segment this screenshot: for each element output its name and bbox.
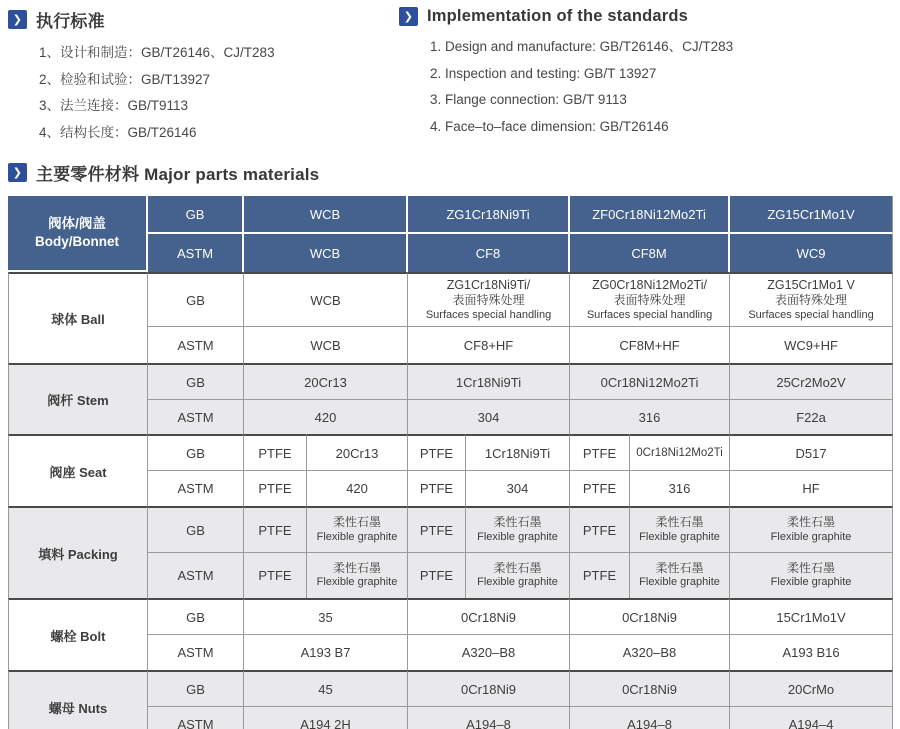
material-cell: 0Cr18Ni9 bbox=[570, 598, 730, 634]
material-cell bbox=[466, 552, 570, 598]
material-line: Surfaces special handling bbox=[586, 309, 713, 322]
material-cell: WCB bbox=[244, 326, 408, 363]
material-cell: CF8+HF bbox=[408, 326, 570, 363]
material-line: Flexible graphite bbox=[639, 576, 720, 589]
material-line: ZG1Cr18Ni9Ti/ bbox=[446, 278, 531, 293]
std-system-cell: ASTM bbox=[148, 706, 244, 729]
material-cell bbox=[730, 506, 893, 552]
material-cell: 316 bbox=[630, 470, 730, 506]
material-cell: WC9+HF bbox=[730, 326, 893, 363]
material-line: Flexible graphite bbox=[770, 530, 852, 543]
standards-cn-title-row bbox=[8, 7, 399, 32]
material-cell: 316 bbox=[570, 399, 730, 434]
material-cell: PTFE bbox=[408, 434, 466, 470]
std-system-cell: GB bbox=[148, 598, 244, 634]
std-system-cell: ASTM bbox=[148, 552, 244, 598]
material-line: 柔性石墨 bbox=[332, 515, 381, 530]
table-row bbox=[8, 196, 893, 234]
table-row bbox=[8, 506, 893, 552]
materials-table bbox=[8, 196, 893, 729]
material-cell: CF8M+HF bbox=[570, 326, 730, 363]
header-label-cn: 阀体/阀盖 bbox=[48, 216, 106, 232]
material-cell: F22a bbox=[730, 399, 893, 434]
material-cell: A194 2H bbox=[244, 706, 408, 729]
materials-title: 主要零件材料 Major parts materials bbox=[36, 165, 320, 184]
header-material-cell: ZG15Cr1Mo1V bbox=[730, 196, 893, 234]
std-system-cell: ASTM bbox=[148, 399, 244, 434]
material-cell: 20CrMo bbox=[730, 670, 893, 706]
material-cell: 304 bbox=[466, 470, 570, 506]
std-system-cell: GB bbox=[148, 196, 244, 234]
material-cell: PTFE bbox=[244, 434, 307, 470]
material-cell: A193 B16 bbox=[730, 634, 893, 670]
material-cell: PTFE bbox=[408, 552, 466, 598]
list-item: 1、设计和制造：GB/T26146、CJ/T283 bbox=[39, 45, 275, 60]
row-label-ball: 球体 Ball bbox=[8, 272, 148, 363]
row-label-nuts: 螺母 Nuts bbox=[8, 670, 148, 729]
material-cell: PTFE bbox=[244, 470, 307, 506]
material-line: 柔性石墨 bbox=[655, 515, 704, 530]
material-cell bbox=[307, 552, 408, 598]
chevron-right-icon: ❯ bbox=[8, 10, 27, 29]
header-material-cell: CF8 bbox=[408, 234, 570, 272]
material-line: Flexible graphite bbox=[477, 576, 558, 589]
material-cell: PTFE bbox=[408, 506, 466, 552]
materials-title-row bbox=[8, 160, 900, 185]
material-cell: 0Cr18Ni12Mo2Ti bbox=[630, 434, 730, 470]
list-item: 1. Design and manufacture: GB/T26146、CJ/T283 bbox=[430, 39, 734, 54]
material-cell: HF bbox=[730, 470, 893, 506]
material-cell bbox=[630, 506, 730, 552]
material-cell: PTFE bbox=[570, 434, 630, 470]
material-cell: 15Cr1Mo1V bbox=[730, 598, 893, 634]
material-cell bbox=[408, 272, 570, 326]
material-line: Flexible graphite bbox=[316, 530, 398, 543]
material-line: 表面特殊处理 bbox=[613, 293, 686, 308]
material-cell: PTFE bbox=[408, 470, 466, 506]
material-cell: 35 bbox=[244, 598, 408, 634]
header-label-en: Body/Bonnet bbox=[35, 234, 119, 249]
material-cell: A320–B8 bbox=[570, 634, 730, 670]
std-system-cell: ASTM bbox=[148, 634, 244, 670]
material-line: Flexible graphite bbox=[639, 530, 720, 543]
list-item: 3. Flange connection: GB/T 9113 bbox=[430, 92, 627, 107]
material-cell bbox=[466, 506, 570, 552]
material-cell bbox=[307, 506, 408, 552]
standards-en-title: Implementation of the standards bbox=[427, 7, 689, 25]
table-row bbox=[8, 434, 893, 470]
material-cell: PTFE bbox=[570, 552, 630, 598]
standards-section bbox=[0, 0, 900, 146]
header-material-cell: WCB bbox=[244, 196, 408, 234]
material-line: Surfaces special handling bbox=[748, 309, 874, 322]
chevron-right-icon: ❯ bbox=[399, 7, 418, 26]
material-cell: D517 bbox=[730, 434, 893, 470]
material-cell: 25Cr2Mo2V bbox=[730, 363, 893, 399]
header-material-cell: WCB bbox=[244, 234, 408, 272]
row-label-seat: 阀座 Seat bbox=[8, 434, 148, 506]
material-cell: 45 bbox=[244, 670, 408, 706]
material-cell: A194–4 bbox=[730, 706, 893, 729]
header-material-cell: ZG1Cr18Ni9Ti bbox=[408, 196, 570, 234]
std-system-cell: GB bbox=[148, 272, 244, 326]
std-system-cell: GB bbox=[148, 506, 244, 552]
standards-en-title-row bbox=[399, 7, 900, 26]
standards-cn-column bbox=[8, 7, 399, 146]
material-cell: 0Cr18Ni9 bbox=[408, 670, 570, 706]
materials-section-header bbox=[0, 160, 900, 185]
material-cell: A320–B8 bbox=[408, 634, 570, 670]
table-row bbox=[8, 363, 893, 399]
list-item: 4、结构长度：GB/T26146 bbox=[39, 124, 197, 140]
material-cell: 0Cr18Ni9 bbox=[408, 598, 570, 634]
material-line: 柔性石墨 bbox=[655, 560, 704, 575]
material-cell: 304 bbox=[408, 399, 570, 434]
material-line: Surfaces special handling bbox=[425, 309, 552, 322]
standards-en-list bbox=[399, 34, 900, 140]
material-cell: 1Cr18Ni9Ti bbox=[408, 363, 570, 399]
material-cell bbox=[730, 272, 893, 326]
table-row bbox=[8, 272, 893, 326]
standards-cn-title: 执行标准 bbox=[36, 12, 105, 31]
chevron-right-icon: ❯ bbox=[8, 163, 27, 182]
material-line: Flexible graphite bbox=[477, 530, 558, 543]
list-item: 2、检验和试验：GB/T13927 bbox=[39, 71, 211, 87]
table-row bbox=[8, 670, 893, 706]
std-system-cell: GB bbox=[148, 670, 244, 706]
row-label-bolt: 螺栓 Bolt bbox=[8, 598, 148, 670]
row-label-packing: 填料 Packing bbox=[8, 506, 148, 598]
table-row bbox=[8, 598, 893, 634]
material-cell: A194–8 bbox=[570, 706, 730, 729]
material-cell: A193 B7 bbox=[244, 634, 408, 670]
material-cell: 420 bbox=[307, 470, 408, 506]
material-line: 表面特殊处理 bbox=[775, 293, 848, 308]
material-line: Flexible graphite bbox=[770, 576, 852, 589]
material-line: 表面特殊处理 bbox=[452, 293, 525, 308]
header-material-cell: ZF0Cr18Ni12Mo2Ti bbox=[570, 196, 730, 234]
material-cell: WCB bbox=[244, 272, 408, 326]
list-item: 4. Face–to–face dimension: GB/T26146 bbox=[430, 118, 669, 134]
material-cell: 420 bbox=[244, 399, 408, 434]
list-item: 2. Inspection and testing: GB/T 13927 bbox=[430, 65, 657, 81]
material-line: ZG15Cr1Mo1 V bbox=[767, 278, 855, 293]
std-system-cell: GB bbox=[148, 363, 244, 399]
material-cell bbox=[630, 552, 730, 598]
row-label-stem: 阀杆 Stem bbox=[8, 363, 148, 434]
std-system-cell: GB bbox=[148, 434, 244, 470]
material-cell: A194–8 bbox=[408, 706, 570, 729]
material-line: 柔性石墨 bbox=[332, 560, 381, 575]
material-line: ZG0Cr18Ni12Mo2Ti/ bbox=[592, 278, 707, 293]
header-label-cell bbox=[8, 196, 148, 272]
material-cell: 20Cr13 bbox=[244, 363, 408, 399]
material-cell: PTFE bbox=[570, 470, 630, 506]
standards-cn-list bbox=[8, 40, 399, 146]
material-line: 柔性石墨 bbox=[787, 560, 836, 575]
std-system-cell: ASTM bbox=[148, 326, 244, 363]
material-line: 柔性石墨 bbox=[493, 515, 542, 530]
material-cell: PTFE bbox=[244, 552, 307, 598]
material-cell: 20Cr13 bbox=[307, 434, 408, 470]
material-cell: 0Cr18Ni12Mo2Ti bbox=[570, 363, 730, 399]
material-cell: PTFE bbox=[570, 506, 630, 552]
material-line: Flexible graphite bbox=[316, 576, 398, 589]
material-cell: 1Cr18Ni9Ti bbox=[466, 434, 570, 470]
list-item: 3、法兰连接：GB/T9113 bbox=[39, 98, 189, 113]
std-system-cell: ASTM bbox=[148, 470, 244, 506]
material-cell bbox=[570, 272, 730, 326]
material-cell: 0Cr18Ni9 bbox=[570, 670, 730, 706]
std-system-cell: ASTM bbox=[148, 234, 244, 272]
header-material-cell: CF8M bbox=[570, 234, 730, 272]
material-line: 柔性石墨 bbox=[493, 560, 542, 575]
header-material-cell: WC9 bbox=[730, 234, 893, 272]
material-cell: PTFE bbox=[244, 506, 307, 552]
standards-en-column bbox=[399, 7, 900, 146]
material-cell bbox=[730, 552, 893, 598]
material-line: 柔性石墨 bbox=[787, 515, 836, 530]
